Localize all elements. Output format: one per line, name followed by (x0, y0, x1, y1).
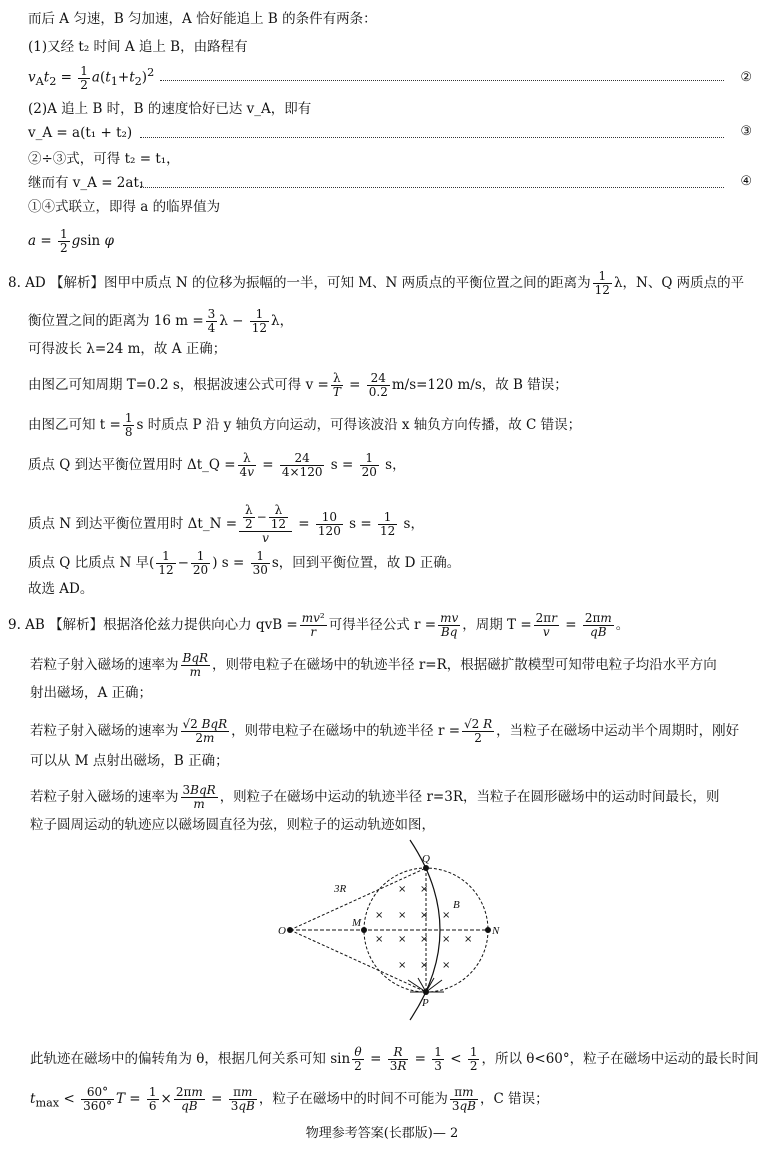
text-line: 粒子圆周运动的轨迹应以磁场圆直径为弦，则粒子的运动轨迹如图， (30, 817, 435, 833)
dotted-leader (160, 80, 724, 81)
q8-line-6: 质点 Q 到达平衡位置用时 Δt_Q = $\frac{\lambda}{4v}$ = $\frac{24}{4\times 120}$ s = $\frac{1}{20}$ s， (28, 451, 406, 479)
trajectory-diagram (270, 830, 510, 1030)
svg-text:×: × (442, 960, 451, 971)
svg-text:×: × (375, 910, 384, 921)
text-line: 射出磁场，A 正确； (30, 685, 153, 701)
text: 【解析】根据洛伦兹力提供向心力 qvB = (49, 617, 298, 633)
point-n (485, 927, 491, 933)
text: 若粒子射入磁场的速率为 (30, 657, 179, 673)
eq-mark: ③ (740, 124, 752, 139)
label-b: B (453, 899, 460, 911)
text: 质点 N 到达平衡位置用时 Δt_N = (28, 516, 238, 532)
q9-number: 9. AB (8, 617, 45, 633)
text: 质点 Q 到达平衡位置用时 Δt_Q = (28, 457, 236, 473)
page-footer: 物理参考答案(长郡版)— 2 (305, 1126, 459, 1141)
text-line: ①④式联立，即得 a 的临界值为 (28, 199, 221, 215)
text: ，C 错误； (479, 1091, 549, 1107)
svg-text:×: × (398, 934, 407, 945)
text: 质点 Q 比质点 N 早( (28, 555, 155, 571)
text: 若粒子射入磁场的速率为 (30, 789, 179, 805)
q8-line-4: 由图乙可知周期 T=0.2 s，根据波速公式可得 v = $\frac{\lambda}{T}$ = $\frac{24}{0.2}$ m/s=120 m/s，故 B 错误； (28, 371, 568, 399)
label-q: Q (422, 853, 430, 865)
label-m: M (352, 917, 362, 929)
svg-text:×: × (420, 934, 429, 945)
q8-line-8: 质点 Q 比质点 N 早( $\frac{1}{12}$ − $\frac{1}{20}$ ) s = $\frac{1}{30}$ s，回到平衡位置，故 D 正确。 (28, 549, 461, 577)
text-line: 而后 A 匀速，B 匀加速，A 恰好能追上 B 的条件有两条： (28, 11, 377, 27)
text-line: (1)又经 t₂ 时间 A 追上 B，由路程有 (28, 39, 248, 55)
text: s 时质点 P 沿 y 轴负方向运动，可得该波沿 x 轴负方向传播，故 C 错误； (136, 417, 582, 433)
eq-mark: ② (740, 70, 752, 85)
q9-line-2: 若粒子射入磁场的速率为 $\frac{\text{BqR}}{m}$ ，则带电粒子在磁场中的轨迹半径 r=R，根据磁扩散模型可知带电粒子均沿水平方向 (30, 651, 717, 679)
text-line: ②÷③式，可得 t₂ = t₁， (28, 151, 180, 167)
text: ，则带电粒子在磁场中的轨迹半径 r = (231, 723, 461, 739)
point-o (287, 927, 293, 933)
dotted-leader (140, 187, 724, 188)
q8-line-1: 8. AD 【解析】图甲中质点 N 的位移为振幅的一半，可知 M、N 两质点的平衡位置之间的距离为 $\frac{1}{12}$ λ，N、Q 两质点的平 (8, 269, 745, 297)
q8-line-7: 质点 N 到达平衡位置用时 Δt_N = $\frac{\lambda}{2}$ − $\frac{\lambda}{12}$ v = $\frac{10}{120}$ s = $\frac{1}{12}$ s， (28, 503, 424, 545)
label-n: N (492, 925, 500, 937)
text-line: (2)A 追上 B 时，B 的速度恰好已达 v_A，即有 (28, 101, 312, 117)
dotted-leader (140, 137, 724, 138)
text-line: 故选 AD。 (28, 581, 94, 597)
svg-text:×: × (375, 934, 384, 945)
text: λ，N、Q 两质点的平 (613, 275, 745, 291)
text: s，回到平衡位置，故 D 正确。 (271, 555, 461, 571)
q8-line-2: 衡位置之间的距离为 16 m = $\frac{3}{4}$ λ − $\frac{1}{12}$ λ， (28, 307, 294, 335)
text: ，当粒子在磁场中运动半个周期时，刚好 (496, 723, 740, 739)
point-q (423, 865, 429, 871)
text: ，则粒子在磁场中运动的轨迹半径 r=3R，当粒子在圆形磁场中的运动时间最长，则 (219, 789, 720, 805)
text-line: 可以从 M 点射出磁场，B 正确； (30, 753, 229, 769)
q9-line-6: 若粒子射入磁场的速率为 $\frac{\text{3BqR}}{m}$ ，则粒子在磁场中运动的轨迹半径 r=3R，当粒子在圆形磁场中的运动时间最长，则 (30, 783, 720, 811)
svg-text:×: × (398, 960, 407, 971)
text: ，所以 θ<60°，粒子在磁场中运动的最长时间 (481, 1051, 759, 1067)
q9-line-1: 9. AB 【解析】根据洛伦兹力提供向心力 qvB = $\frac{\text{mv²}}{r}$ 可得半径公式 r = $\frac{mv}{Bq}$ ，周期 T = $\frac{2\pi r}{v}$ = $\frac{2\pi m}{qB}$ 。 (8, 611, 630, 639)
equation-2: $v_At_2$ = $\frac{1}{2}$ $a(t_1+t_2)^2$ (28, 63, 155, 92)
text: 衡位置之间的距离为 16 m = (28, 313, 204, 329)
text: ，粒子在磁场中的时间不可能为 (258, 1091, 448, 1107)
text: 【解析】图甲中质点 N 的位移为振幅的一半，可知 M、N 两质点的平衡位置之间的距离为 (50, 275, 591, 291)
equation-4: 继而有 v_A = 2at₁ (28, 175, 145, 191)
q9-line-9: $t_{max}$ < $\frac{60^\circ}{360^\circ}$ T = $\frac{1}{6}$ × $\frac{2\pi m}{qB}$ = $\frac{\pi m}{3qB}$ ，粒子在磁场中的时间不可能为 $\frac{\pi m}{3qB}$ ，C 错误； (30, 1085, 549, 1113)
eq-mark: ④ (740, 174, 752, 189)
q9-line-4: 若粒子射入磁场的速率为 $\frac{\text{√2 BqR}}{2m}$ ，则带电粒子在磁场中的轨迹半径 r = $\frac{√2 R}{2}$ ，当粒子在磁场中运动半个周期时，刚好 (30, 717, 740, 745)
text: 此轨迹在磁场中的偏转角为 θ，根据几何关系可知 sin (30, 1051, 351, 1067)
q9-line-8: 此轨迹在磁场中的偏转角为 θ，根据几何关系可知 sin $\frac{\theta}{2}$ = $\frac{R}{3R}$ = $\frac{1}{3}$ < $\frac{1}{2}$ ，所以 θ<60°，粒子在磁场中运动的最长时间 (30, 1045, 759, 1073)
q8-number: 8. AD (8, 275, 46, 291)
text: 可得半径公式 r = (328, 617, 437, 633)
text: ，则带电粒子在磁场中的轨迹半径 r=R，根据磁扩散模型可知带电粒子均沿水平方向 (212, 657, 717, 673)
text: m/s=120 m/s，故 B 错误； (391, 377, 568, 393)
svg-text:×: × (398, 910, 407, 921)
text: ，周期 T = (462, 617, 532, 633)
text: 由图乙可知 t = (28, 417, 121, 433)
svg-text:×: × (420, 884, 429, 895)
svg-text:×: × (420, 960, 429, 971)
point-m (361, 927, 367, 933)
equation-a: a = $\frac{1}{2}$ gsin φ (28, 227, 114, 255)
svg-text:×: × (442, 910, 451, 921)
svg-text:×: × (442, 934, 451, 945)
q8-line-5: 由图乙可知 t = $\frac{1}{8}$ s 时质点 P 沿 y 轴负方向运动，可得该波沿 x 轴负方向传播，故 C 错误； (28, 411, 582, 439)
label-p: P (422, 997, 429, 1009)
label-o: O (278, 925, 286, 937)
svg-text:×: × (420, 910, 429, 921)
field-crosses (375, 884, 472, 971)
text: 若粒子射入磁场的速率为 (30, 723, 179, 739)
text-line: 可得波长 λ=24 m，故 A 正确； (28, 341, 227, 357)
svg-text:×: × (464, 934, 473, 945)
label-3r: 3R (334, 883, 347, 895)
text: 由图乙可知周期 T=0.2 s，根据波速公式可得 v = (28, 377, 329, 393)
equation-3: v_A = a(t₁ + t₂) (28, 125, 133, 141)
svg-text:×: × (398, 884, 407, 895)
